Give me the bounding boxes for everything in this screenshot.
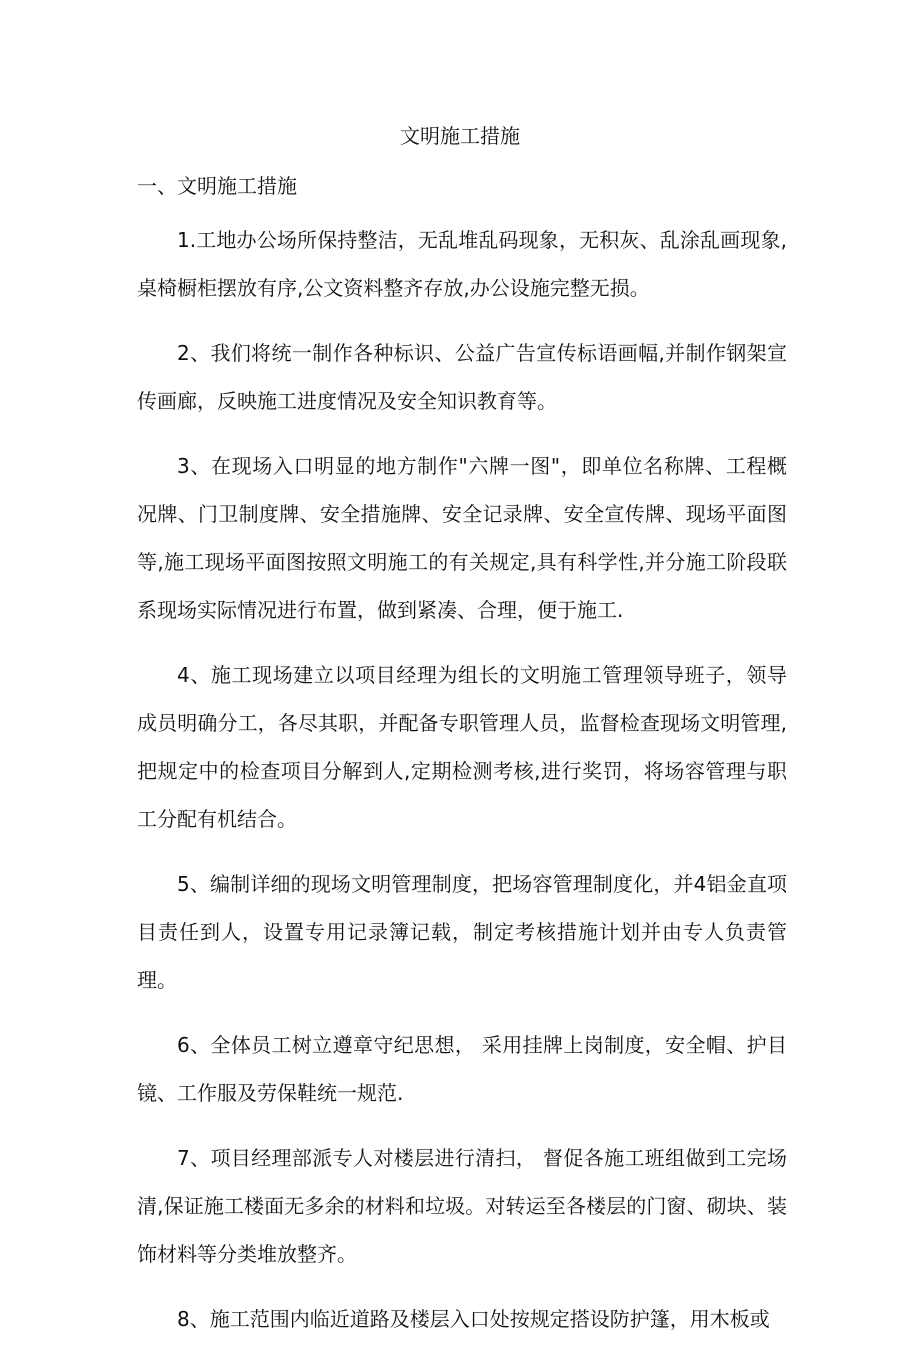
section-heading: 一、文明施工措施: [137, 174, 297, 198]
document-title: 文明施工措施: [400, 124, 520, 148]
paragraph-2: 2、我们将统一制作各种标识、公益广告宣传标语画幅,并制作钢架宣传画廊，反映施工进度情况及安全知识教育等。: [137, 341, 787, 413]
paragraph-4: 4、施工现场建立以项目经理为组长的文明施工管理领导班子，领导成员明确分工，各尽其职，并配备专职管理人员，监督检查现场文明管理,把规定中的检查项目分解到人,定期检测考核,进行奖罚，将场容管理与职工分配有机结合。: [137, 663, 787, 831]
paragraph-8: 8、施工范围内临近道路及楼层入口处按规定搭设防护篷，用木板或: [177, 1307, 770, 1331]
paragraph-5: 5、编制详细的现场文明管理制度，把场容管理制度化，并4铝金直项目责任到人，设置专用记录簿记载，制定考核措施计划并由专人负责管理。: [137, 872, 787, 992]
paragraph-6: 6、全体员工树立遵章守纪思想， 采用挂牌上岗制度，安全帽、护目镜、工作服及劳保鞋统一规范.: [137, 1033, 787, 1105]
paragraph-3: 3、在现场入口明显的地方制作"六牌一图"，即单位名称牌、工程概况牌、门卫制度牌、安全措施牌、安全记录牌、安全宣传牌、现场平面图等,施工现场平面图按照文明施工的有关规定,具有科学性,并分施工阶段联系现场实际情况进行布置，做到紧凑、合理，便于施工.: [137, 454, 787, 622]
document-body: [137, 216, 787, 1360]
paragraph-7: 7、项目经理部派专人对楼层进行清扫， 督促各施工班组做到工完场清,保证施工楼面无多余的材料和垃圾。对转运至各楼层的门窗、砌块、装饰材料等分类堆放整齐。: [137, 1146, 787, 1266]
paragraph-1: 1.工地办公场所保持整洁，无乱堆乱码现象，无积灰、乱涂乱画现象,桌椅橱柜摆放有序,公文资料整齐存放,办公设施完整无损。: [137, 228, 787, 300]
